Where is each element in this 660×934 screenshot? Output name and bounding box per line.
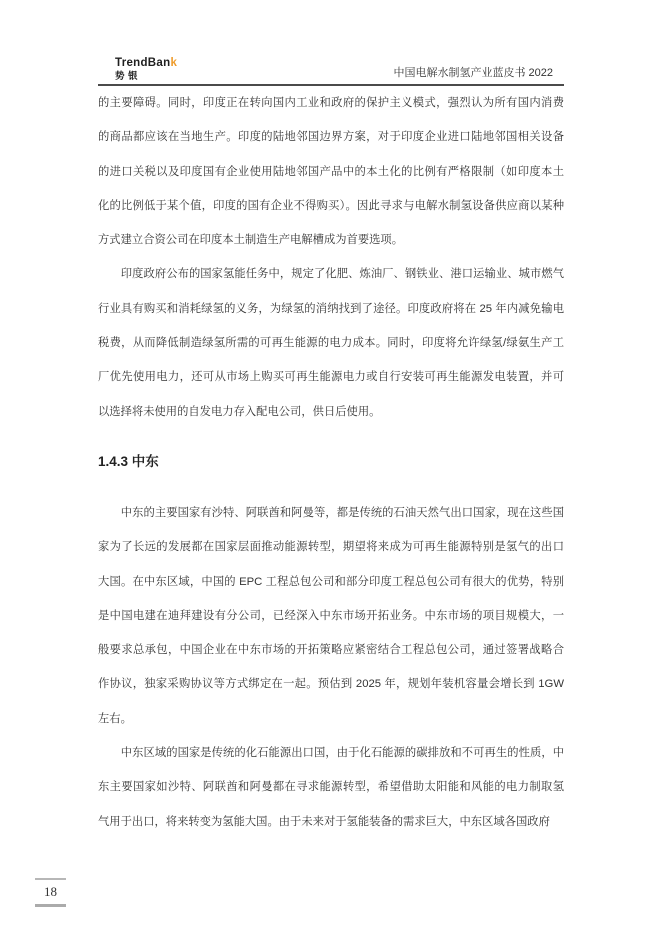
text-line: 般要求总承包，中国企业在中东市场的开拓策略应紧密结合工程总包公司，通过签署战略合 [98,644,564,657]
page-number: 18 [44,884,57,899]
brand-logo [115,57,177,83]
text-line: 是中国电建在迪拜建设有分公司，已经深入中东市场开拓业务。中东市场的项目规模大，一 [98,609,564,622]
text-line: 作协议，独家采购协议等方式绑定在一起。预估到 2025 年，规划年装机容量会增长到 1GW [98,678,564,691]
text-line: 的进口关税以及印度国有企业使用陆地邻国产品中的本土化的比例有严格限制（如印度本土 [98,165,564,178]
paragraph [98,86,564,257]
text-line: 东主要国家如沙特、阿联酋和阿曼都在寻求能源转型，希望借助太阳能和风能的电力制取氢 [98,781,564,794]
text-line: 中东区域的国家是传统的化石能源出口国，由于化石能源的碳排放和不可再生的性质，中 [98,747,564,760]
page-footer [35,878,66,907]
text-line: 的商品都应该在当地生产。印度的陆地邻国边界方案，对于印度企业进口陆地邻国相关设备 [98,131,564,144]
text-line: 气用于出口，将来转变为氢能大国。由于未来对于氢能装备的需求巨大，中东区域各国政府 [98,815,550,828]
text-line: 厂优先使用电力，还可从市场上购买可再生能源电力或自行安装可再生能源发电装置，并可 [98,371,564,384]
text-line: 方式建立合资公司在印度本土制造生产电解槽成为首要选项。 [98,234,404,247]
text-line: 家为了长远的发展都在国家层面推动能源转型，期望将来成为可再生能源特别是氢气的出口 [98,541,564,554]
brand-logo-wordmark [115,57,177,70]
paragraph [98,496,564,736]
brand-name-text: TrendBan [115,57,171,69]
text-line: 左右。 [98,712,132,725]
text-line: 印度政府公布的国家氢能任务中，规定了化肥、炼油厂、钢铁业、港口运输业、城市燃气 [98,268,564,281]
brand-name-accent-letter: k [170,57,178,69]
text-line: 以选择将未使用的自发电力存入配电公司，供日后使用。 [98,405,381,418]
section-heading: 1.4.3 中东 [98,453,159,469]
paragraph [98,257,564,428]
document-body [98,86,564,839]
text-line: 大国。在中东区域，中国的 EPC 工程总包公司和部分印度工程总包公司有很大的优势，特别 [98,575,564,588]
text-line: 税费，从而降低制造绿氢所需的可再生能源的电力成本。同时，印度将允许绿氢/绿氨生产工 [98,337,564,350]
document-title-header: 中国电解水制氢产业蓝皮书 2022 [393,67,553,79]
paragraph [98,736,564,839]
text-line: 化的比例低于某个值，印度的国有企业不得购买）。因此寻求与电解水制氢设备供应商以某种 [98,199,564,212]
text-line: 行业具有购买和消耗绿氢的义务，为绿氢的消纳找到了途径。印度政府将在 25 年内减免输电 [98,302,564,315]
text-line: 中东的主要国家有沙特、阿联酋和阿曼等，都是传统的石油天然气出口国家，现在这些国 [98,506,564,519]
footer-rule-bottom [35,904,66,907]
text-line: 的主要障碍。同时，印度正在转向国内工业和政府的保护主义模式，强烈认为所有国内消费 [98,97,564,109]
brand-logo-chinese-name: 势银 [115,71,142,82]
